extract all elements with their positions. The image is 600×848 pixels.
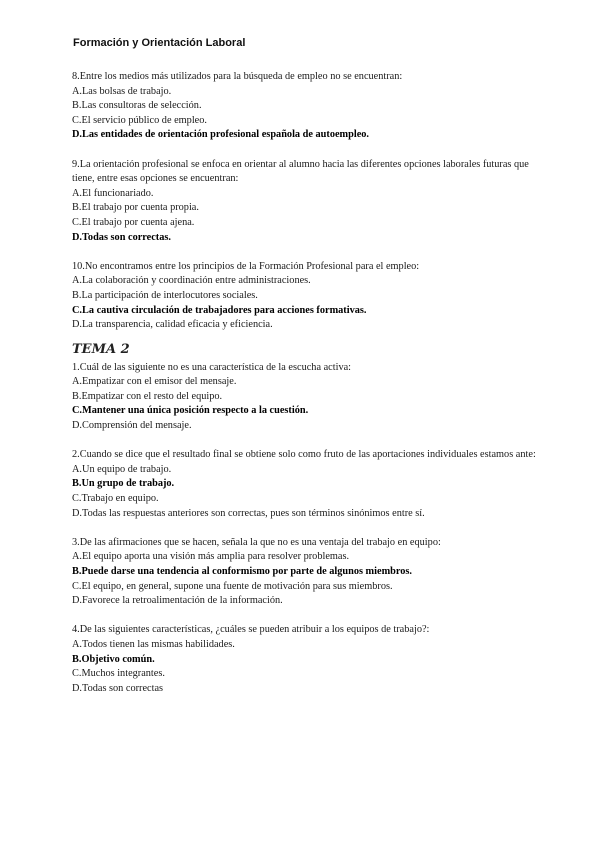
question-block bbox=[72, 623, 542, 696]
question-text: 9.La orientación profesional se enfoca en orientar al alumno hacia las diferentes opciones laborales futuras que tiene, entre esas opciones se encuentran: bbox=[72, 158, 529, 185]
answer-option: C.El trabajo por cuenta ajena. bbox=[72, 216, 195, 228]
answer-option-correct: C.La cautiva circulación de trabajadores para acciones formativas. bbox=[72, 304, 367, 316]
answer-option: B.La participación de interlocutores sociales. bbox=[72, 289, 258, 301]
question-text: 8.Entre los medios más utilizados para la búsqueda de empleo no se encuentran: bbox=[72, 71, 403, 82]
answer-option: A.El funcionariado. bbox=[72, 187, 154, 199]
answer-option: C.Muchos integrantes. bbox=[72, 668, 165, 680]
answer-option: C.Trabajo en equipo. bbox=[72, 493, 159, 505]
question-block bbox=[72, 448, 542, 521]
question-block bbox=[72, 536, 542, 609]
section-title-tema2: TEMA 2 bbox=[72, 341, 130, 357]
answer-option: B.Empatizar con el resto del equipo. bbox=[72, 390, 223, 402]
answer-option-correct: D.Todas son correctas. bbox=[72, 231, 171, 243]
question-text: 2.Cuando se dice que el resultado final se obtiene solo como fruto de las aportaciones individuales estamos ante: bbox=[72, 449, 536, 461]
question-block bbox=[72, 361, 542, 434]
question-text: 10.No encontramos entre los principios de la Formación Profesional para el empleo: bbox=[72, 260, 420, 272]
answer-option: A.Un equipo de trabajo. bbox=[72, 463, 172, 475]
answer-option-correct: B.Un grupo de trabajo. bbox=[72, 478, 175, 490]
document-content bbox=[72, 70, 542, 696]
question-block bbox=[72, 70, 542, 143]
answer-option: D.Todas son correctas bbox=[72, 682, 164, 694]
question-text: 1.Cuál de las siguiente no es una característica de la escucha activa: bbox=[72, 361, 352, 373]
answer-option: A.Todos tienen las mismas habilidades. bbox=[72, 638, 235, 650]
answer-option: A.Las bolsas de trabajo. bbox=[72, 85, 172, 97]
answer-option: B.El trabajo por cuenta propia. bbox=[72, 202, 199, 214]
question-block bbox=[72, 260, 542, 333]
question-block bbox=[72, 158, 542, 246]
answer-option-correct: B.Objetivo común. bbox=[72, 653, 155, 665]
answer-option: C.El servicio público de empleo. bbox=[72, 114, 207, 126]
tema1-questions bbox=[72, 70, 542, 333]
tema2-questions bbox=[72, 361, 542, 697]
answer-option: A.El equipo aporta una visión más amplia para resolver problemas. bbox=[72, 551, 350, 563]
answer-option: D.Todas las respuestas anteriores son correctas, pues son términos sinónimos entre sí. bbox=[72, 507, 425, 519]
answer-option: A.La colaboración y coordinación entre administraciones. bbox=[72, 275, 311, 287]
answer-option: D.La transparencia, calidad eficacia y eficiencia. bbox=[72, 319, 273, 331]
answer-option: A.Empatizar con el emisor del mensaje. bbox=[72, 376, 237, 388]
question-text: 3.De las afirmaciones que se hacen, señala la que no es una ventaja del trabajo en equipo: bbox=[72, 536, 441, 548]
answer-option: C.El equipo, en general, supone una fuente de motivación para sus miembros. bbox=[72, 580, 393, 592]
answer-option: B.Las consultoras de selección. bbox=[72, 100, 202, 112]
answer-option: D.Favorece la retroalimentación de la información. bbox=[72, 595, 283, 607]
answer-option-correct: D.Las entidades de orientación profesional española de autoempleo. bbox=[72, 129, 370, 141]
question-text: 4.De las siguientes características, ¿cuáles se pueden atribuir a los equipos de trabajo?: bbox=[72, 624, 430, 636]
answer-option-correct: C.Mantener una única posición respecto a la cuestión. bbox=[72, 405, 309, 417]
page-header-title: Formación y Orientación Laboral bbox=[73, 37, 246, 49]
answer-option: D.Comprensión del mensaje. bbox=[72, 420, 192, 432]
answer-option-correct: B.Puede darse una tendencia al conformismo por parte de algunos miembros. bbox=[72, 566, 412, 577]
